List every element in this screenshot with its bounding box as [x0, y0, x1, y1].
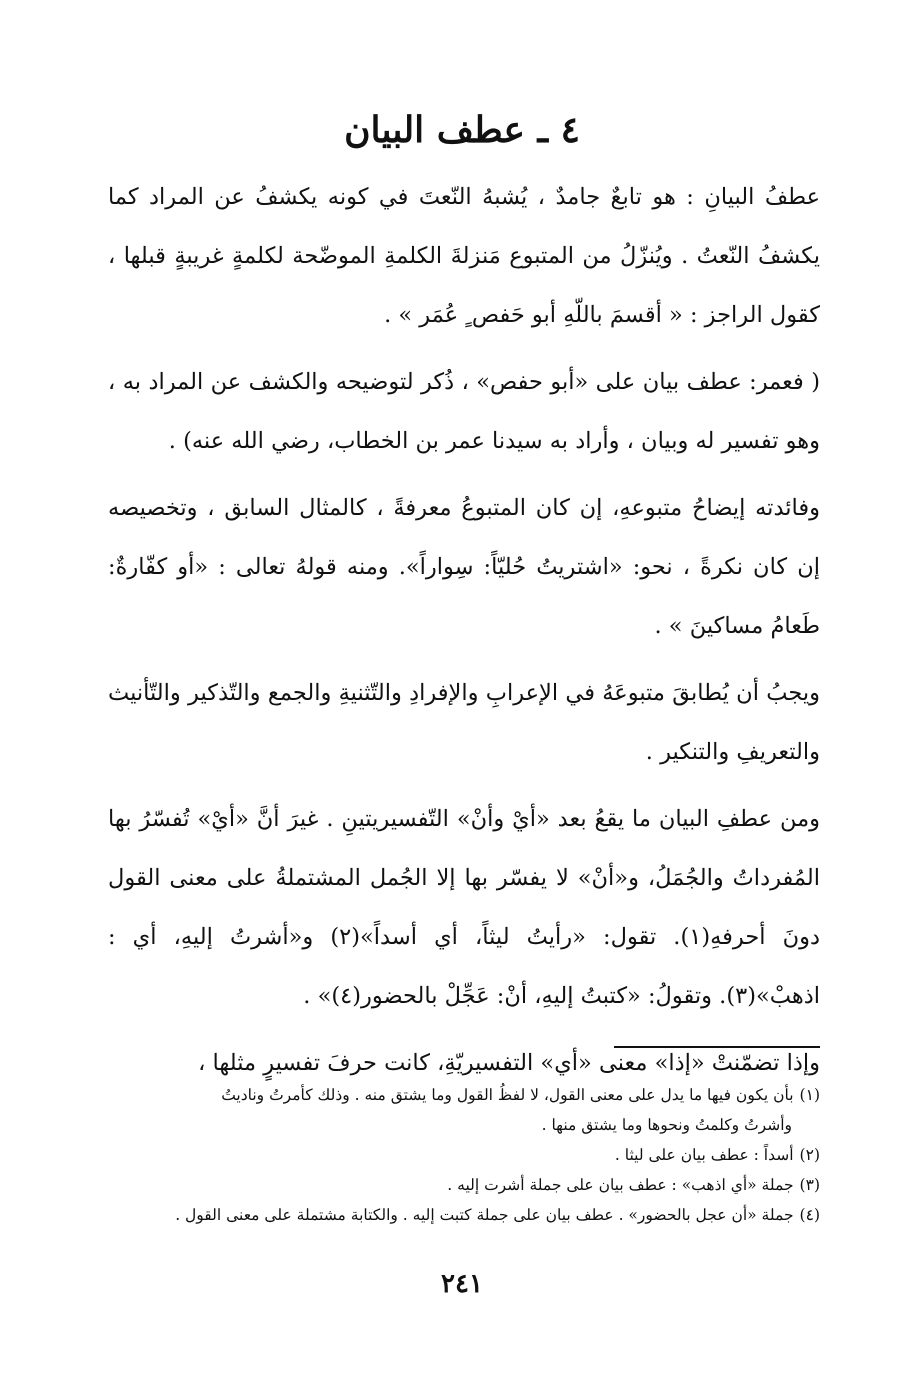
paragraph-definition: عطفُ البيانِ : هو تابعٌ جامدٌ ، يُشبهُ النّعتَ في كونه يكشفُ عن المراد كما يكشفُ النّعتُ . ويُنزّلُ من المتبوع مَنزلةَ الكلمةِ الموضّحة لكلمةٍ غريبةٍ قبلها ، كقول الراجز : « أقسمَ باللّهِ أبو حَفص ٍ عُمَر » .: [108, 184, 820, 328]
footnote-1: [108, 1080, 820, 1110]
footnotes: [108, 1080, 820, 1230]
footnote-number: (٣): [799, 1176, 820, 1194]
paragraph-explanatory-particles: ومن عطفِ البيان ما يقعُ بعد «أيْ وأنْ» التّفسيريتينِ . غيرَ أنَّ «أيْ» تُفسّرُ بها المُفرداتُ والجُمَلُ، و«أنْ» لا يفسّر بها إلا الجُمل المشتملةُ على معنى القول دونَ أحرفهِ(١). تقول: «رأيتُ ليثاً، أي أسداً»(٢) و«أشرتُ إليهِ، أي : اذهبْ»(٣). وتقولُ: «كتبتُ إليهِ، أنْ: عَجِّلْ بالحضور(٤)» .: [108, 806, 821, 1009]
footnote-2: [108, 1140, 820, 1170]
paragraph-idha: وإذا تضمّنتْ «إذا» معنى «أي» التفسيريّةِ، كانت حرفَ تفسيرٍ مثلها ،: [198, 1050, 820, 1076]
footnote-text: جملة «أن عجل بالحضور» . عطف بيان على جملة كتبت إليه . والكتابة مشتملة على معنى القول .: [175, 1206, 794, 1224]
footnote-text: بأن يكون فيها ما يدل على معنى القول، لا لفظُ القول وما يشتق منه . وذلك كأمرتُ وناديتُ: [221, 1086, 794, 1104]
footnote-4: [108, 1200, 820, 1230]
footnote-number: (٤): [799, 1206, 820, 1224]
footnote-text: جملة «أي اذهب» : عطف بيان على جملة أشرت إليه .: [447, 1176, 794, 1194]
footnote-1-continuation: وأشرتُ وكلمتُ ونحوها وما يشتق منها .: [541, 1116, 792, 1134]
paragraph-benefit: وفائدته إيضاحُ متبوعهِ، إن كان المتبوعُ معرفةً ، كالمثال السابق ، وتخصيصه إن كان نكرةً ، نحو: «اشتريتُ حُليّاً: سِواراً». ومنه قولهُ تعالى : «أو كفّارةٌ: طَعامُ مساكينَ » .: [108, 495, 820, 639]
section-title: ٤ ـ عطف البيان: [344, 109, 580, 151]
paragraph-agreement: ويجبُ أن يُطابقَ متبوعَهُ في الإعرابِ والإفرادِ والتّثنيةِ والجمع والتّذكير والتّأنيث والتعريفِ والتنكير .: [108, 680, 820, 765]
footnote-text: أسداً : عطف بيان على ليثا .: [614, 1146, 794, 1164]
footnote-number: (٢): [799, 1146, 820, 1164]
footnote-number: (١): [799, 1086, 820, 1104]
footnote-divider: [614, 1046, 820, 1048]
paragraph-explanation: ( فعمر: عطف بيان على «أبو حفص» ، ذُكر لتوضيحه والكشف عن المراد به ، وهو تفسير له وبيان ، وأراد به سيدنا عمر بن الخطاب، رضي الله عنه) .: [108, 369, 820, 454]
footnote-3: [108, 1170, 820, 1200]
body-text: [108, 168, 820, 1101]
page-number: ٢٤١: [441, 1269, 483, 1299]
